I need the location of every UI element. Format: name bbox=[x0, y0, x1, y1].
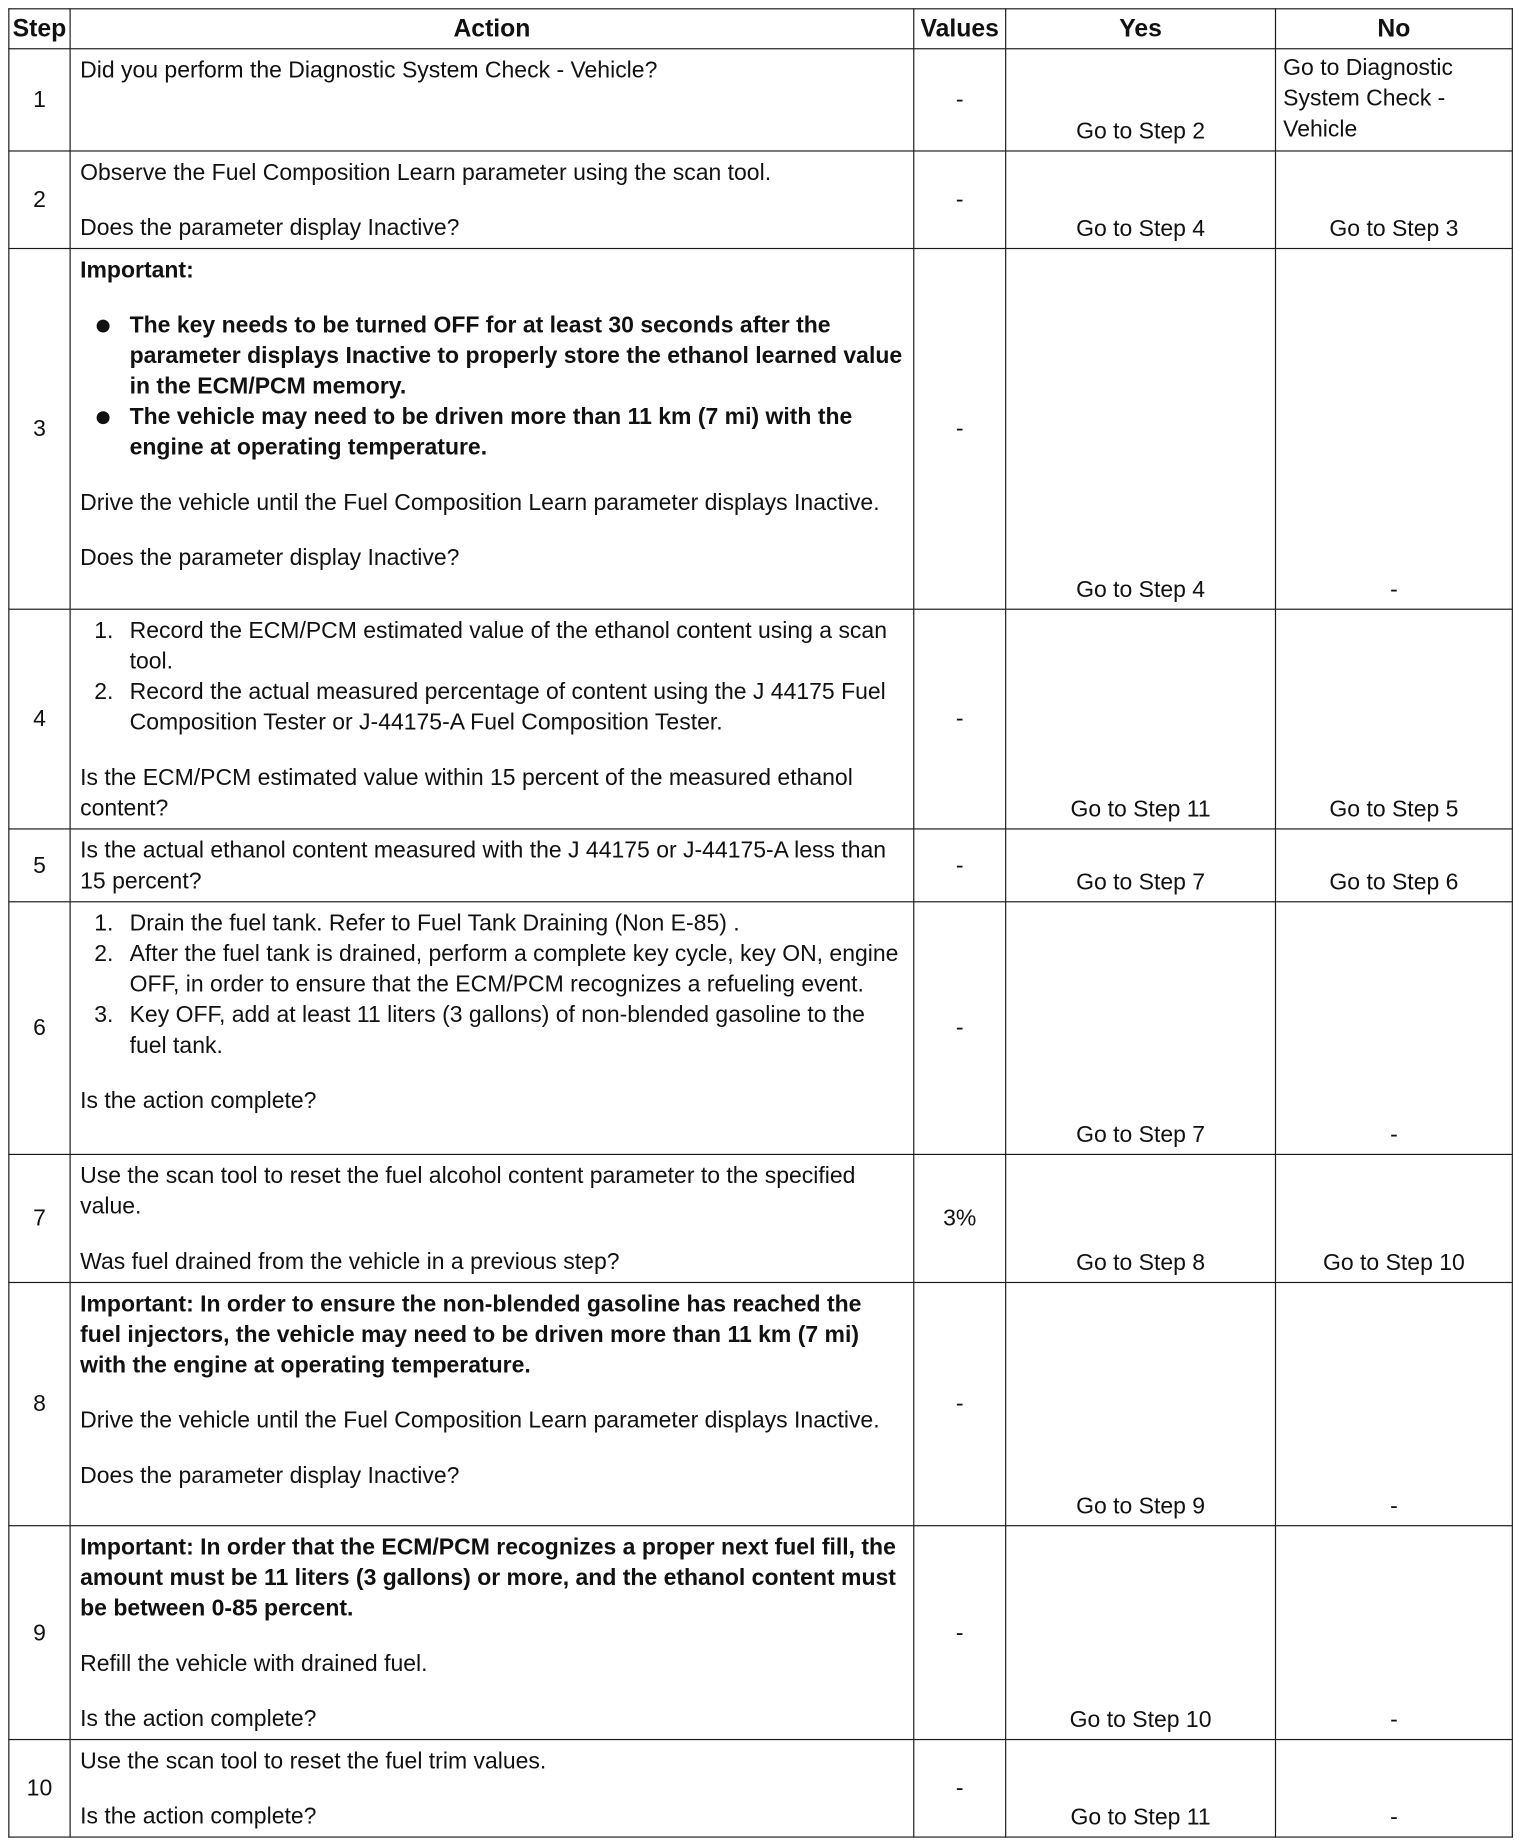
table-row bbox=[9, 1740, 1512, 1838]
table-row bbox=[9, 1282, 1512, 1525]
values-cell: - bbox=[914, 829, 1006, 902]
yes-cell: Go to Step 11 bbox=[1006, 609, 1276, 829]
action-question: Does the parameter display Inactive? bbox=[80, 215, 460, 241]
action-text: Drive the vehicle until the Fuel Composition Learn parameter displays Inactive. bbox=[80, 489, 880, 516]
bullet-item: The key needs to be turned OFF for at least 30 seconds after the parameter displays Inactive to properly store the ethanol learned value in the ECM/PCM memory. bbox=[80, 310, 904, 402]
yes-cell: Go to Step 4 bbox=[1006, 151, 1276, 249]
no-cell: - bbox=[1275, 1526, 1512, 1740]
action-question: Is the action complete? bbox=[80, 1088, 317, 1114]
action-cell bbox=[70, 1526, 914, 1740]
action-question: Is the action complete? bbox=[80, 1706, 317, 1732]
yes-cell: Go to Step 8 bbox=[1006, 1154, 1276, 1282]
table-row bbox=[9, 902, 1512, 1155]
action-question: Was fuel drained from the vehicle in a previous step? bbox=[80, 1248, 620, 1275]
action-text: Observe the Fuel Composition Learn parameter using the scan tool. bbox=[80, 159, 772, 186]
table-row bbox=[9, 829, 1512, 902]
action-cell bbox=[70, 1282, 914, 1525]
action-cell bbox=[70, 609, 914, 829]
list-item: 1. Drain the fuel tank. Refer to Fuel Tank Draining (Non E-85) . bbox=[94, 910, 740, 937]
yes-cell: Go to Step 7 bbox=[1006, 829, 1276, 902]
no-cell: Go to Step 3 bbox=[1275, 151, 1512, 249]
values-cell: - bbox=[914, 249, 1006, 610]
no-cell: - bbox=[1275, 249, 1512, 610]
action-cell bbox=[70, 1740, 914, 1838]
important-bullet-list bbox=[80, 310, 904, 463]
action-cell bbox=[70, 49, 914, 151]
list-item: 3. Key OFF, add at least 11 liters (3 gallons) of non-blended gasoline to the fuel tank. bbox=[94, 1002, 865, 1059]
no-cell: Go to Diagnostic System Check - Vehicle bbox=[1275, 49, 1512, 151]
important-note: Important: In order to ensure the non-blended gasoline has reached the fuel injectors, the vehicle may need to be driven more than 11 km (7 mi) with the engine at operating temperature. bbox=[80, 1291, 862, 1379]
step-number: 6 bbox=[9, 902, 70, 1155]
action-text: Refill the vehicle with drained fuel. bbox=[80, 1650, 428, 1677]
no-cell: - bbox=[1275, 1282, 1512, 1525]
header-no: No bbox=[1275, 9, 1512, 49]
action-question: Is the actual ethanol content measured with the J 44175 or J-44175-A less than 15 percent? bbox=[80, 837, 887, 895]
step-number: 7 bbox=[9, 1154, 70, 1282]
action-cell bbox=[70, 249, 914, 610]
step-number: 1 bbox=[9, 49, 70, 151]
step-number: 8 bbox=[9, 1282, 70, 1525]
header-yes: Yes bbox=[1006, 9, 1276, 49]
action-cell bbox=[70, 902, 914, 1155]
diagnostic-table bbox=[8, 8, 1513, 1837]
action-question: Does the parameter display Inactive? bbox=[80, 1462, 460, 1489]
values-cell: - bbox=[914, 1526, 1006, 1740]
yes-cell: Go to Step 10 bbox=[1006, 1526, 1276, 1740]
step-number: 3 bbox=[9, 249, 70, 610]
numbered-list bbox=[80, 908, 904, 1061]
header-values: Values bbox=[914, 9, 1006, 49]
header-step: Step bbox=[9, 9, 70, 49]
bullet-dot-icon bbox=[97, 411, 110, 424]
table-row bbox=[9, 249, 1512, 610]
values-cell: - bbox=[914, 49, 1006, 151]
values-cell: - bbox=[914, 1740, 1006, 1838]
important-note: Important: In order that the ECM/PCM recognizes a proper next fuel fill, the amount must be 11 liters (3 gallons) or more, and the ethanol content must be between 0-85 percent. bbox=[80, 1534, 896, 1622]
no-cell: Go to Step 10 bbox=[1275, 1154, 1512, 1282]
header-row bbox=[9, 9, 1512, 49]
action-cell bbox=[70, 829, 914, 902]
no-cell: - bbox=[1275, 1740, 1512, 1838]
yes-cell: Go to Step 4 bbox=[1006, 249, 1276, 610]
action-text: Drive the vehicle until the Fuel Composition Learn parameter displays Inactive. bbox=[80, 1407, 880, 1434]
action-cell bbox=[70, 1154, 914, 1282]
list-item: 1. Record the ECM/PCM estimated value of the ethanol content using a scan tool. bbox=[94, 618, 887, 675]
values-cell: - bbox=[914, 1282, 1006, 1525]
yes-cell: Go to Step 7 bbox=[1006, 902, 1276, 1155]
step-number: 2 bbox=[9, 151, 70, 249]
bullet-item: The vehicle may need to be driven more than 11 km (7 mi) with the engine at operating temperature. bbox=[80, 402, 904, 463]
action-cell bbox=[70, 151, 914, 249]
table-row bbox=[9, 1526, 1512, 1740]
no-cell: Go to Step 5 bbox=[1275, 609, 1512, 829]
yes-cell: Go to Step 11 bbox=[1006, 1740, 1276, 1838]
values-cell: - bbox=[914, 151, 1006, 249]
no-cell: - bbox=[1275, 902, 1512, 1155]
no-cell: Go to Step 6 bbox=[1275, 829, 1512, 902]
yes-cell: Go to Step 9 bbox=[1006, 1282, 1276, 1525]
values-cell: - bbox=[914, 609, 1006, 829]
action-text: Did you perform the Diagnostic System Check - Vehicle? bbox=[80, 57, 658, 84]
numbered-list bbox=[80, 616, 904, 738]
table-row bbox=[9, 151, 1512, 249]
action-text: Use the scan tool to reset the fuel trim values. bbox=[80, 1748, 547, 1775]
step-number: 4 bbox=[9, 609, 70, 829]
important-label: Important: bbox=[80, 257, 194, 284]
step-number: 5 bbox=[9, 829, 70, 902]
action-question: Is the ECM/PCM estimated value within 15 percent of the measured ethanol content? bbox=[80, 764, 853, 822]
table-row bbox=[9, 609, 1512, 829]
header-action: Action bbox=[70, 9, 914, 49]
action-text: Use the scan tool to reset the fuel alcohol content parameter to the specified value. bbox=[80, 1163, 856, 1220]
step-number: 9 bbox=[9, 1526, 70, 1740]
values-cell: 3% bbox=[914, 1154, 1006, 1282]
bullet-dot-icon bbox=[97, 320, 110, 333]
yes-cell: Go to Step 2 bbox=[1006, 49, 1276, 151]
values-cell: - bbox=[914, 902, 1006, 1155]
list-item: 2. Record the actual measured percentage of content using the J 44175 Fuel Composition Tester or J-44175-A Fuel Composition Tester. bbox=[94, 679, 886, 736]
step-number: 10 bbox=[9, 1740, 70, 1838]
table-row bbox=[9, 1154, 1512, 1282]
action-question: Is the action complete? bbox=[80, 1803, 317, 1830]
list-item: 2. After the fuel tank is drained, perform a complete key cycle, key ON, engine OFF, in order to ensure that the ECM/PCM recognizes a refueling event. bbox=[94, 941, 899, 998]
table-row bbox=[9, 49, 1512, 151]
action-question: Does the parameter display Inactive? bbox=[80, 545, 460, 572]
